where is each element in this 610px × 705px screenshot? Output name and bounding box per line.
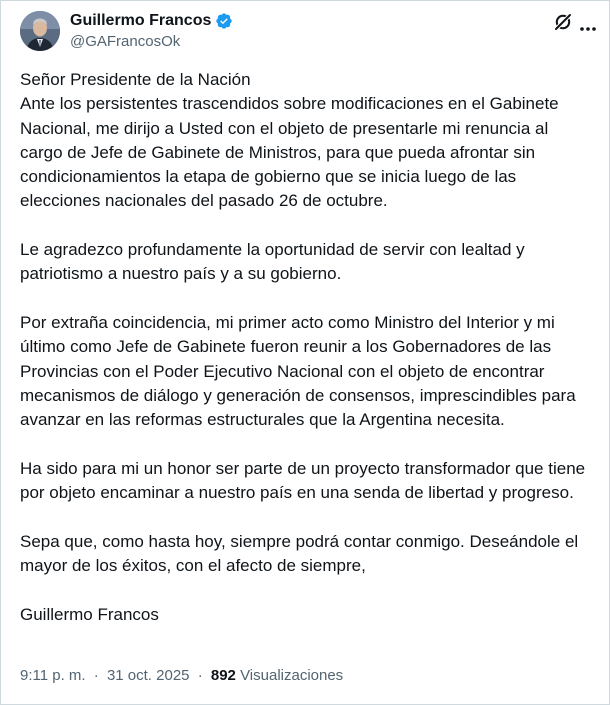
tweet-signature: Guillermo Francos [20,604,159,624]
profile-photo [20,11,60,51]
views-count[interactable]: 892 [210,667,236,684]
meta-separator: · [93,667,99,684]
tweet-time[interactable]: 9:11 p. m. [20,667,86,684]
author-names [70,11,233,52]
views-label[interactable]: Visualizaciones [240,667,344,684]
author-display-name[interactable]: Guillermo Francos [70,12,212,29]
tweet-text [20,68,590,651]
tweet-paragraph: Sepa que, como hasta hoy, siempre podrá contar conmigo. Deseándole el mayor de los éxitos, con el afecto de siempre, [20,531,579,575]
tweet-header [1,1,609,59]
avatar[interactable] [20,11,60,51]
tweet-paragraph: Por extraña coincidencia, mi primer acto como Ministro del Interior y mi último como Jefe de Gabinete fueron reunir a los Gobernadores de las Provincias con el Poder Ejecutivo Nacional con el objeto de encontrar mecanismos de diálogo y generación de consensos, imprescindibles para avanzar en las reformas estructurales que la Argentina necesita. [20,312,576,430]
verified-badge-icon[interactable] [215,12,233,30]
tweet-paragraph: Ha sido para mi un honor ser parte de un proyecto transformador que tiene por objeto encaminar a nuestro país en una senda de libertad y progreso. [20,458,586,503]
meta-separator: · [197,667,203,684]
tweet-date[interactable]: 31 oct. 2025 [106,667,190,684]
more-dots-icon[interactable] [579,19,597,25]
grok-icon[interactable] [553,12,573,32]
author-handle[interactable]: @GAFrancosOk [70,33,181,50]
tweet-meta [20,666,343,686]
tweet-paragraph: Le agradezco profundamente la oportunidad de servir con lealtad y patriotismo a nuestro país y a su gobierno. [20,240,525,284]
tweet-paragraph: Señor Presidente de la Nación Ante los persistentes trascendidos sobre modificaciones en el Gabinete Nacional, me dirijo a Usted con el objeto de presentarle mi renuncia al cargo de Jefe de Gabinete de Ministros, para que pueda afrontar sin condicionamientos la etapa de gobierno que se inicia luego de las elecciones nacionales del pasado 26 de octubre. [20,70,559,211]
